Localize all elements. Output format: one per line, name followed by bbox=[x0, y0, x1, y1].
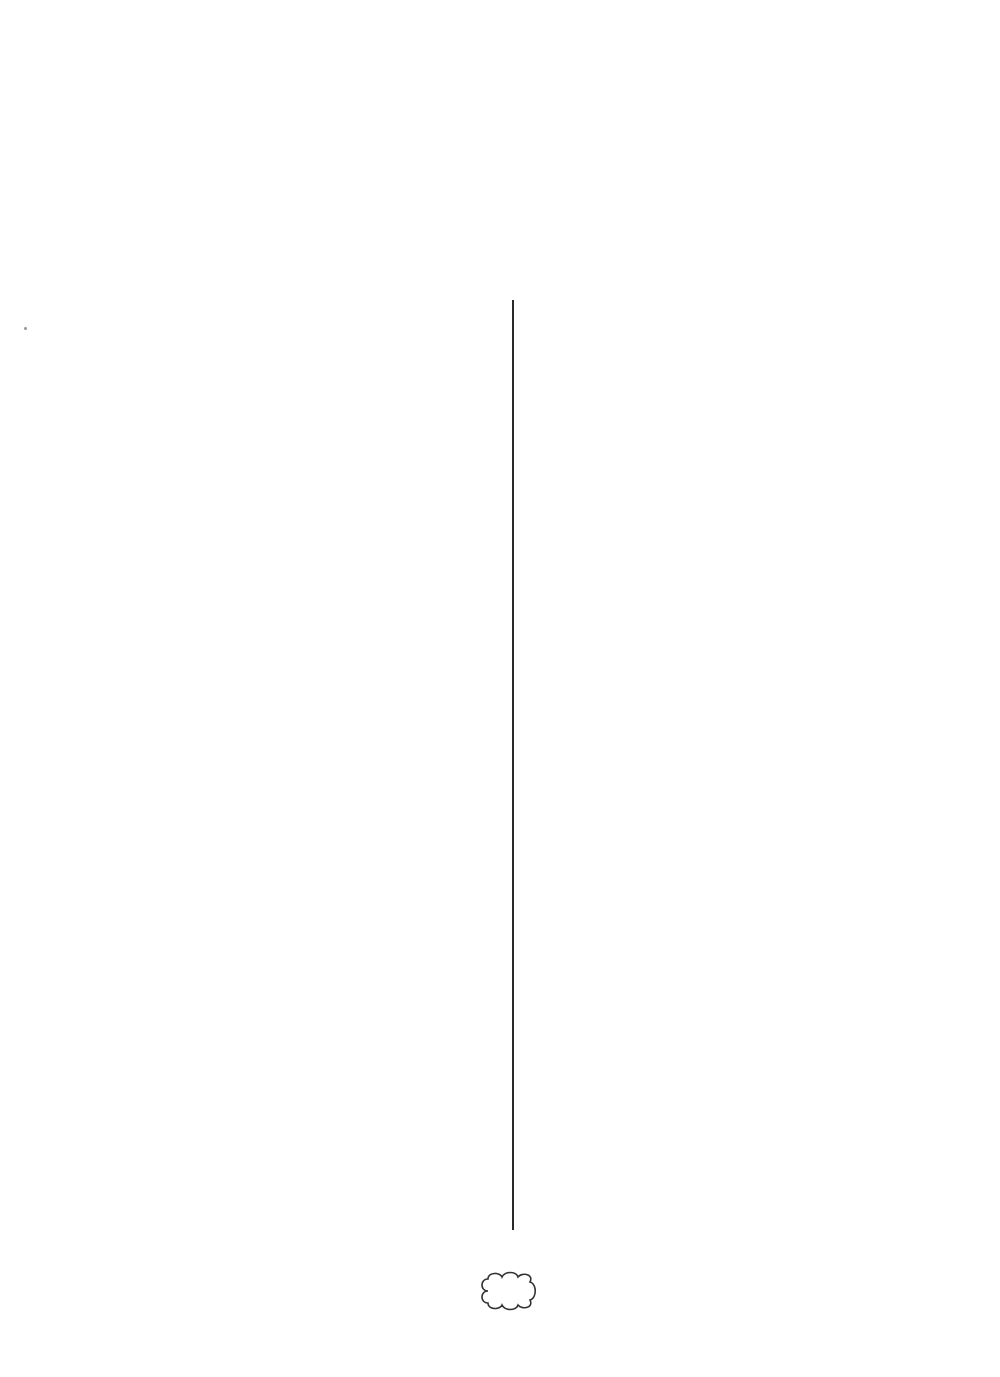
column-divider bbox=[512, 300, 514, 1230]
answer-line bbox=[110, 1016, 505, 1062]
answer-line bbox=[110, 378, 505, 424]
flower-badge-icon bbox=[478, 1270, 538, 1312]
answer-line bbox=[110, 423, 505, 469]
answer-line bbox=[110, 788, 505, 834]
answer-line bbox=[110, 560, 505, 606]
answer-line bbox=[110, 1107, 505, 1153]
page-number bbox=[478, 1270, 538, 1312]
left-column bbox=[110, 290, 505, 1198]
right-column bbox=[530, 292, 950, 390]
stray-dot bbox=[24, 327, 27, 330]
answer-line bbox=[110, 514, 505, 560]
answer-line bbox=[110, 742, 505, 788]
section-title-b bbox=[530, 348, 950, 390]
section-title-a bbox=[110, 290, 505, 332]
answer-line bbox=[110, 879, 505, 925]
answer-line bbox=[110, 970, 505, 1016]
answer-line bbox=[110, 834, 505, 880]
answer-line bbox=[110, 469, 505, 515]
watermark bbox=[818, 1286, 993, 1372]
answer-line bbox=[110, 697, 505, 743]
answer-line bbox=[110, 1062, 505, 1108]
answer-line bbox=[110, 332, 505, 378]
answer-line bbox=[110, 651, 505, 697]
answer-line bbox=[110, 1153, 505, 1199]
answer-line bbox=[110, 606, 505, 652]
answer-line bbox=[110, 925, 505, 971]
